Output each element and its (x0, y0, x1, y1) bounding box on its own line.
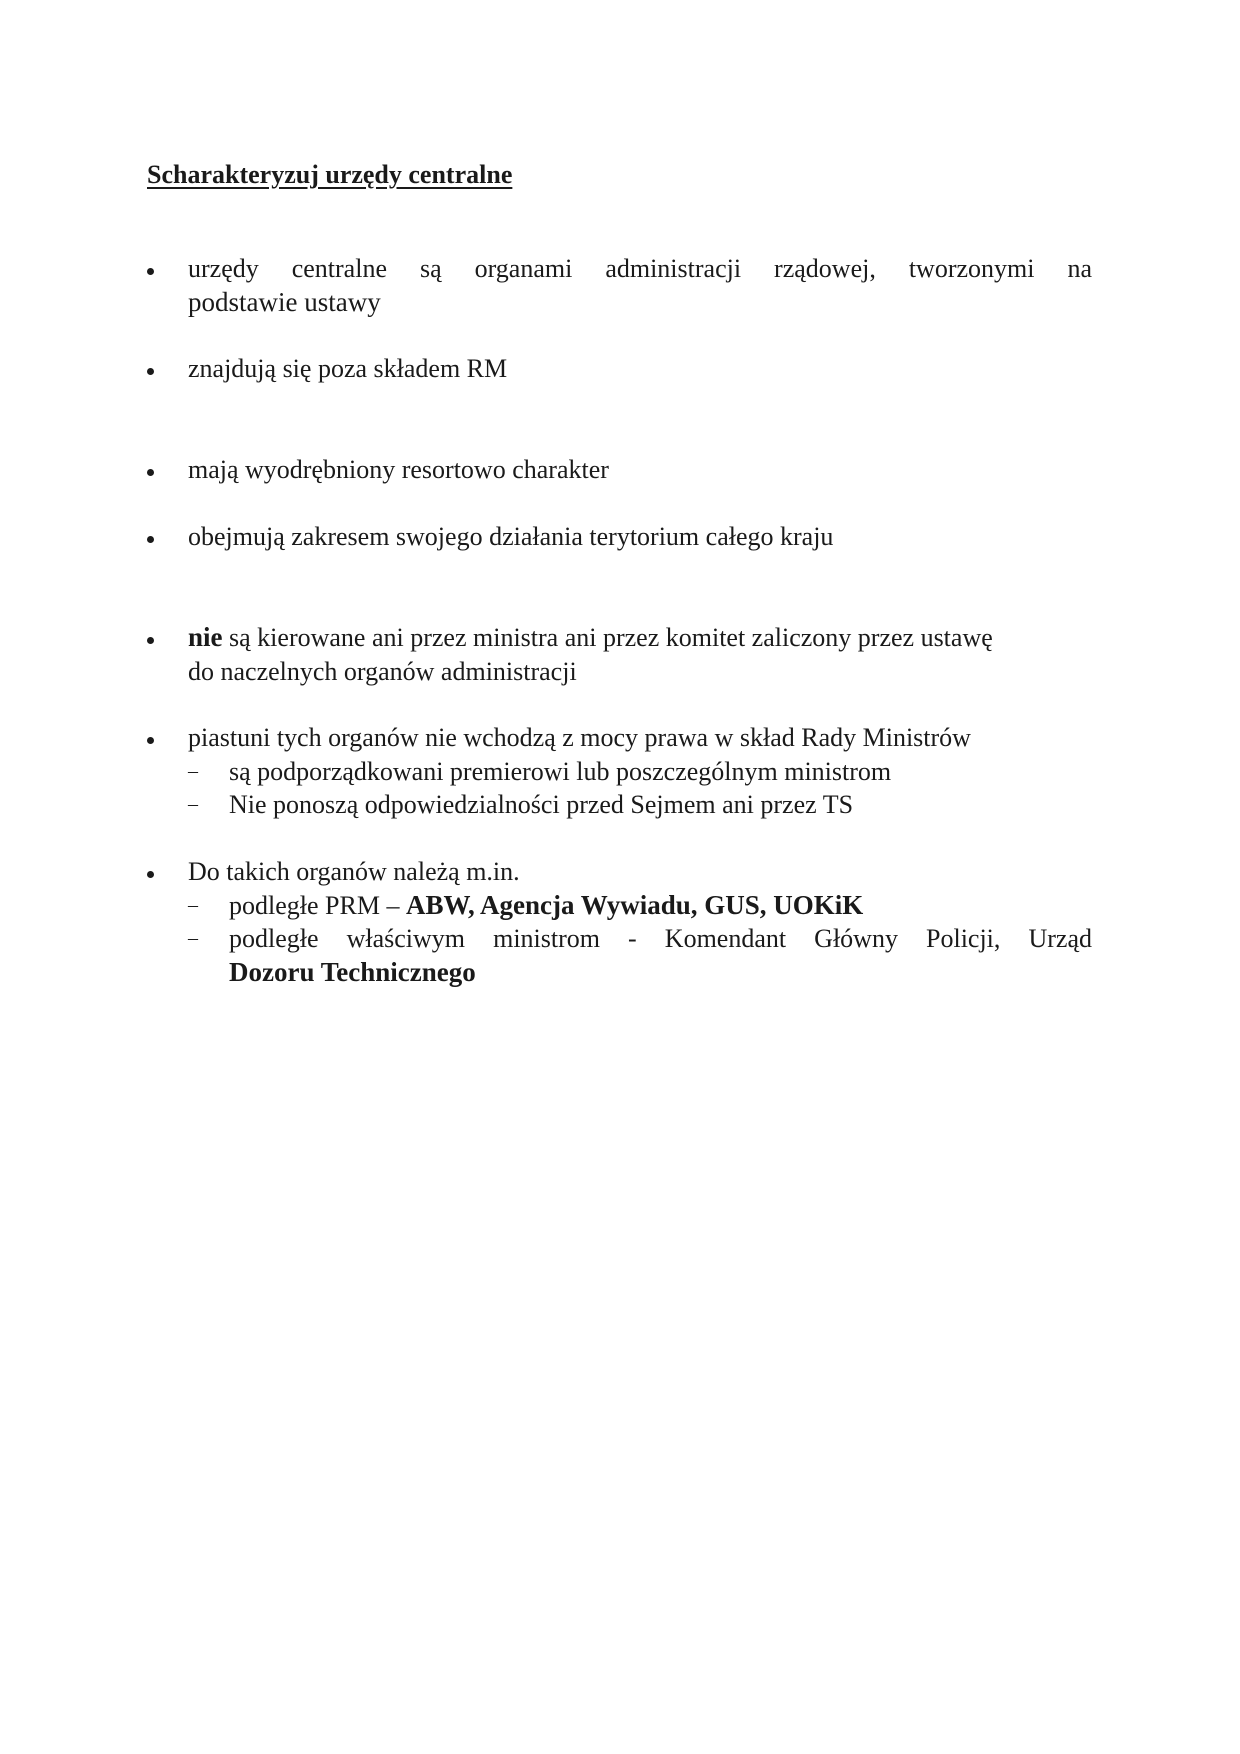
list-item (147, 520, 1092, 554)
list-item (147, 855, 1092, 989)
item-text: znajdują się poza składem RM (188, 354, 508, 383)
sub-item-text: Nie ponoszą odpowiedzialności przed Sejmem ani przez TS (229, 790, 854, 819)
dash-icon: – (188, 793, 198, 815)
item-text: obejmują zakresem swojego działania terytorium całego kraju (188, 522, 834, 551)
list-item (147, 352, 1092, 386)
item-text: piastuni tych organów nie wchodzą z mocy prawa w skład Rady Ministrów (188, 723, 971, 752)
sub-item-text-line: Dozoru Technicznego (229, 956, 476, 987)
sub-item-text: są podporządkowani premierowi lub poszczególnym ministrom (229, 756, 892, 786)
item-text-line: urzędy centralne są organami administracji rządowej, tworzonymi na (188, 254, 1092, 283)
sub-list-item (188, 755, 1092, 789)
item-text: mają wyodrębniony resortowo charakter (188, 455, 609, 484)
dash-icon: – (188, 759, 198, 782)
sub-list-item (188, 922, 1092, 989)
sub-item-bold-text: ABW, Agencja Wywiadu, GUS, UOKiK (405, 889, 864, 920)
page-title: Scharakteryzuj urzędy centralne (147, 160, 513, 189)
dash-icon: – (188, 893, 198, 916)
sub-item-text: podległe PRM – (229, 890, 406, 920)
list-item (147, 252, 1092, 319)
item-bold-prefix: nie (188, 622, 223, 652)
item-text-line: podstawie ustawy (188, 286, 381, 317)
list-item (147, 621, 1092, 688)
sub-item-text-line: podległe właściwym ministrom - Komendant Główny Policji, Urząd (229, 924, 1092, 953)
dash-icon: – (188, 927, 198, 949)
sub-list-item (188, 889, 1092, 923)
item-text-line: są kierowane ani przez ministra ani przez komitet zaliczony przez ustawę (222, 623, 993, 652)
list-item (147, 453, 1092, 487)
list-item (147, 721, 1092, 822)
item-text-line: do naczelnych organów administracji (188, 656, 577, 686)
sub-list-item (188, 788, 1092, 822)
item-text: Do takich organów należą m.in. (188, 857, 520, 886)
